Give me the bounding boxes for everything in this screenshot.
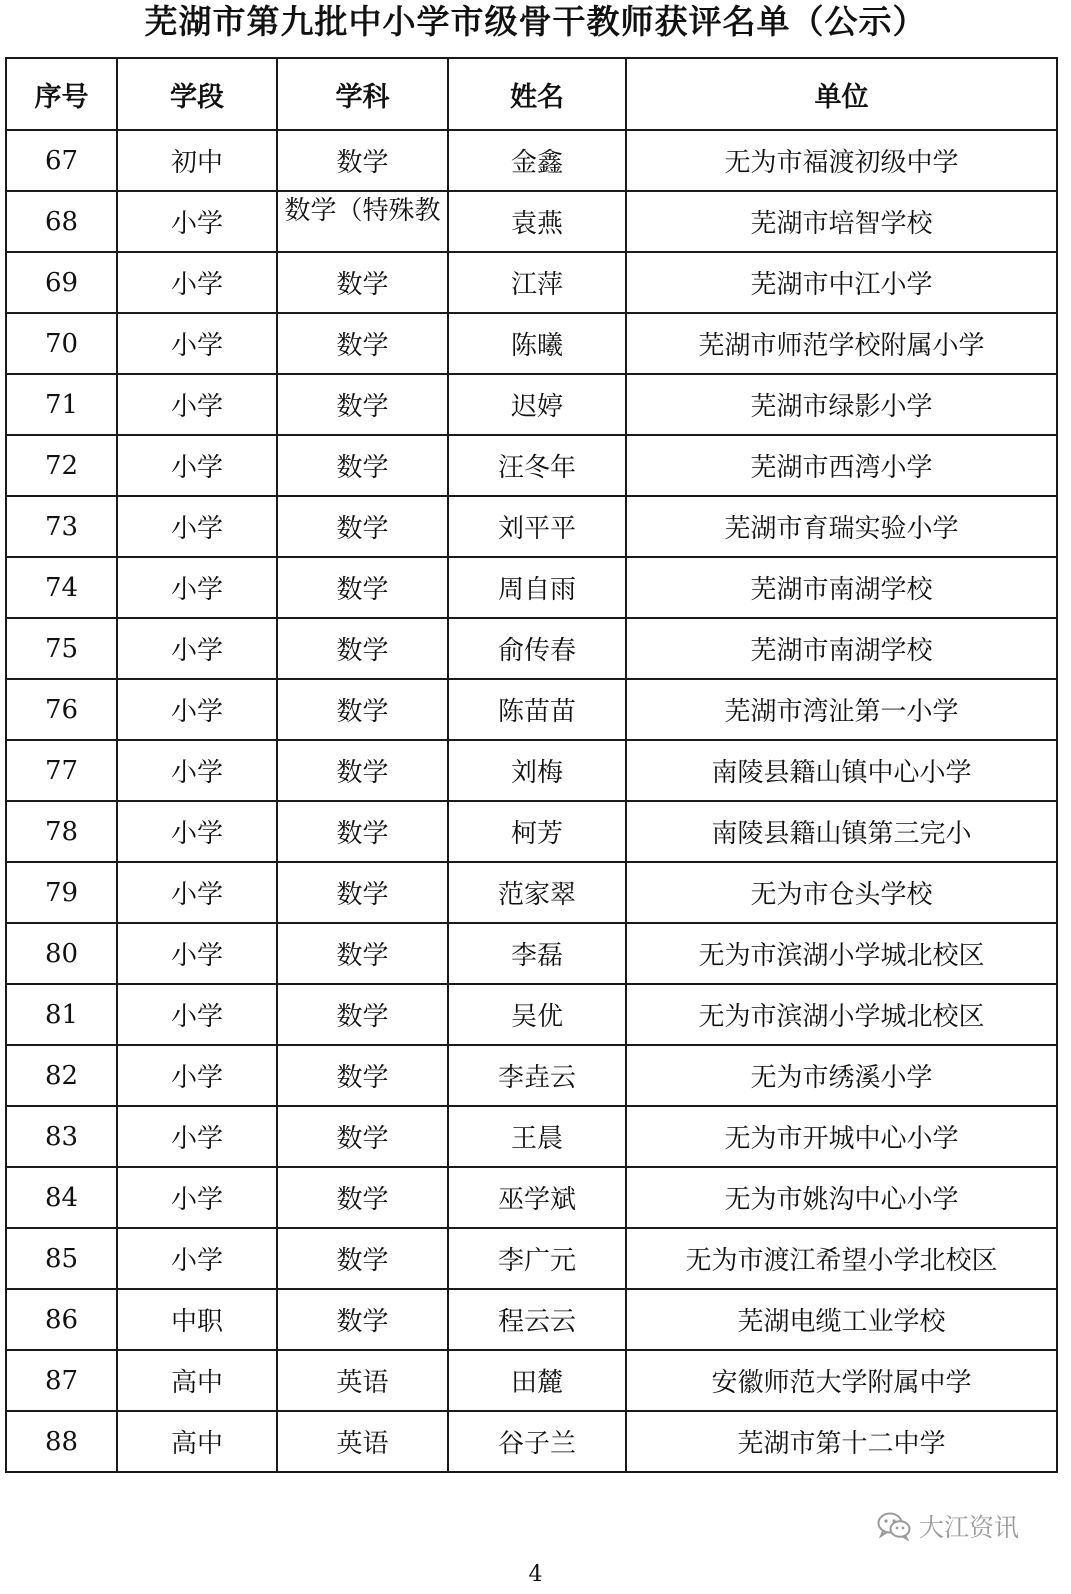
cell-name: 李广元 xyxy=(448,1228,626,1289)
cell-unit: 无为市滨湖小学城北校区 xyxy=(626,984,1057,1045)
cell-subject: 数学 xyxy=(277,1106,448,1167)
cell-index: 83 xyxy=(6,1106,117,1167)
cell-unit: 无为市绣溪小学 xyxy=(626,1045,1057,1106)
cell-unit: 无为市渡江希望小学北校区 xyxy=(626,1228,1057,1289)
cell-subject: 数学 xyxy=(277,679,448,740)
teacher-list-table xyxy=(5,57,1058,1473)
cell-subject: 数学 xyxy=(277,374,448,435)
cell-name: 巫学斌 xyxy=(448,1167,626,1228)
cell-stage: 小学 xyxy=(117,1167,277,1228)
cell-text: 数学（特殊教 xyxy=(284,196,441,226)
table-row xyxy=(6,679,1057,740)
cell-unit: 芜湖市南湖学校 xyxy=(626,618,1057,679)
table-row xyxy=(6,313,1057,374)
header-subject: 学科 xyxy=(277,58,448,130)
cell-name: 刘梅 xyxy=(448,740,626,801)
cell-stage: 高中 xyxy=(117,1411,277,1472)
cell-name: 迟婷 xyxy=(448,374,626,435)
cell-name: 周自雨 xyxy=(448,557,626,618)
table-row xyxy=(6,496,1057,557)
cell-name: 柯芳 xyxy=(448,801,626,862)
cell-subject: 数学 xyxy=(277,1228,448,1289)
cell-unit: 南陵县籍山镇第三完小 xyxy=(626,801,1057,862)
cell-stage: 小学 xyxy=(117,252,277,313)
table-row xyxy=(6,1228,1057,1289)
cell-unit: 芜湖市师范学校附属小学 xyxy=(626,313,1057,374)
cell-unit: 安徽师范大学附属中学 xyxy=(626,1350,1057,1411)
cell-stage: 初中 xyxy=(117,130,277,191)
table-row xyxy=(6,862,1057,923)
cell-unit: 芜湖市南湖学校 xyxy=(626,557,1057,618)
cell-subject: 数学 xyxy=(277,984,448,1045)
cell-index: 68 xyxy=(6,191,117,252)
cell-index: 85 xyxy=(6,1228,117,1289)
cell-index: 72 xyxy=(6,435,117,496)
cell-stage: 小学 xyxy=(117,313,277,374)
cell-index: 86 xyxy=(6,1289,117,1350)
cell-stage: 小学 xyxy=(117,435,277,496)
cell-name: 吴优 xyxy=(448,984,626,1045)
cell-subject: 数学 xyxy=(277,862,448,923)
table-row xyxy=(6,1045,1057,1106)
cell-name: 金鑫 xyxy=(448,130,626,191)
cell-subject: 数学 xyxy=(277,130,448,191)
table-row xyxy=(6,1411,1057,1472)
cell-stage: 小学 xyxy=(117,191,277,252)
cell-subject: 数学 xyxy=(277,496,448,557)
cell-unit: 南陵县籍山镇中心小学 xyxy=(626,740,1057,801)
header-unit: 单位 xyxy=(626,58,1057,130)
cell-unit: 芜湖市第十二中学 xyxy=(626,1411,1057,1472)
watermark xyxy=(877,1508,1019,1544)
table-header-row xyxy=(6,58,1057,130)
table-row xyxy=(6,1106,1057,1167)
table-body xyxy=(6,130,1057,1472)
cell-index: 87 xyxy=(6,1350,117,1411)
cell-stage: 小学 xyxy=(117,374,277,435)
cell-unit: 芜湖市培智学校 xyxy=(626,191,1057,252)
cell-subject: 数学 xyxy=(277,435,448,496)
cell-index: 76 xyxy=(6,679,117,740)
cell-index: 77 xyxy=(6,740,117,801)
cell-unit: 芜湖市湾沚第一小学 xyxy=(626,679,1057,740)
table-row xyxy=(6,801,1057,862)
cell-unit: 芜湖市育瑞实验小学 xyxy=(626,496,1057,557)
watermark-text: 大江资讯 xyxy=(919,1513,1020,1542)
table-row xyxy=(6,374,1057,435)
cell-unit: 无为市仓头学校 xyxy=(626,862,1057,923)
cell-subject: 数学 xyxy=(277,1289,448,1350)
cell-subject: 数学 xyxy=(277,801,448,862)
table-row xyxy=(6,923,1057,984)
table-row xyxy=(6,252,1057,313)
cell-index: 75 xyxy=(6,618,117,679)
cell-stage: 中职 xyxy=(117,1289,277,1350)
table-row xyxy=(6,1289,1057,1350)
cell-stage: 小学 xyxy=(117,801,277,862)
cell-unit: 无为市福渡初级中学 xyxy=(626,130,1057,191)
cell-index: 67 xyxy=(6,130,117,191)
page-title: 芜湖市第九批中小学市级骨干教师获评名单（公示） xyxy=(144,2,927,41)
cell-subject: 英语 xyxy=(277,1350,448,1411)
cell-index: 74 xyxy=(6,557,117,618)
cell-subject: 数学 xyxy=(277,252,448,313)
cell-subject: 数学 xyxy=(277,1167,448,1228)
header-stage: 学段 xyxy=(117,58,277,130)
cell-stage: 小学 xyxy=(117,923,277,984)
cell-stage: 小学 xyxy=(117,618,277,679)
cell-unit: 无为市姚沟中心小学 xyxy=(626,1167,1057,1228)
cell-name: 陈苗苗 xyxy=(448,679,626,740)
cell-stage: 小学 xyxy=(117,496,277,557)
table-row xyxy=(6,435,1057,496)
table-row xyxy=(6,740,1057,801)
cell-index: 78 xyxy=(6,801,117,862)
cell-subject: 数学 xyxy=(277,557,448,618)
cell-index: 84 xyxy=(6,1167,117,1228)
cell-index: 80 xyxy=(6,923,117,984)
cell-name: 汪冬年 xyxy=(448,435,626,496)
cell-index: 69 xyxy=(6,252,117,313)
header-index: 序号 xyxy=(6,58,117,130)
cell-index: 70 xyxy=(6,313,117,374)
cell-stage: 小学 xyxy=(117,557,277,618)
table-row xyxy=(6,618,1057,679)
cell-stage: 小学 xyxy=(117,984,277,1045)
cell-stage: 小学 xyxy=(117,862,277,923)
wechat-icon xyxy=(877,1511,911,1541)
cell-name: 江萍 xyxy=(448,252,626,313)
cell-name: 李磊 xyxy=(448,923,626,984)
cell-stage: 小学 xyxy=(117,1045,277,1106)
cell-index: 71 xyxy=(6,374,117,435)
table-row xyxy=(6,1167,1057,1228)
cell-unit: 芜湖市绿影小学 xyxy=(626,374,1057,435)
cell-name: 袁燕 xyxy=(448,191,626,252)
cell-stage: 小学 xyxy=(117,679,277,740)
cell-subject xyxy=(277,191,448,252)
table-row xyxy=(6,130,1057,191)
cell-stage: 高中 xyxy=(117,1350,277,1411)
cell-index: 81 xyxy=(6,984,117,1045)
header-name: 姓名 xyxy=(448,58,626,130)
cell-stage: 小学 xyxy=(117,1228,277,1289)
cell-index: 82 xyxy=(6,1045,117,1106)
cell-name: 谷子兰 xyxy=(448,1411,626,1472)
cell-name: 俞传春 xyxy=(448,618,626,679)
cell-subject: 数学 xyxy=(277,923,448,984)
cell-index: 73 xyxy=(6,496,117,557)
cell-name: 刘平平 xyxy=(448,496,626,557)
page-number: 4 xyxy=(528,1562,543,1587)
cell-subject: 数学 xyxy=(277,1045,448,1106)
cell-subject: 数学 xyxy=(277,313,448,374)
cell-subject: 英语 xyxy=(277,1411,448,1472)
cell-name: 王晨 xyxy=(448,1106,626,1167)
cell-index: 88 xyxy=(6,1411,117,1472)
cell-stage: 小学 xyxy=(117,740,277,801)
cell-name: 范家翠 xyxy=(448,862,626,923)
cell-unit: 芜湖电缆工业学校 xyxy=(626,1289,1057,1350)
table-row xyxy=(6,1350,1057,1411)
cell-name: 陈曦 xyxy=(448,313,626,374)
cell-name: 李垚云 xyxy=(448,1045,626,1106)
table-row xyxy=(6,557,1057,618)
table-row xyxy=(6,191,1057,252)
cell-stage: 小学 xyxy=(117,1106,277,1167)
cell-unit: 无为市滨湖小学城北校区 xyxy=(626,923,1057,984)
cell-name: 程云云 xyxy=(448,1289,626,1350)
cell-subject: 数学 xyxy=(277,740,448,801)
cell-unit: 芜湖市中江小学 xyxy=(626,252,1057,313)
cell-name: 田麓 xyxy=(448,1350,626,1411)
cell-unit: 无为市开城中心小学 xyxy=(626,1106,1057,1167)
table-row xyxy=(6,984,1057,1045)
cell-unit: 芜湖市西湾小学 xyxy=(626,435,1057,496)
cell-subject: 数学 xyxy=(277,618,448,679)
cell-index: 79 xyxy=(6,862,117,923)
